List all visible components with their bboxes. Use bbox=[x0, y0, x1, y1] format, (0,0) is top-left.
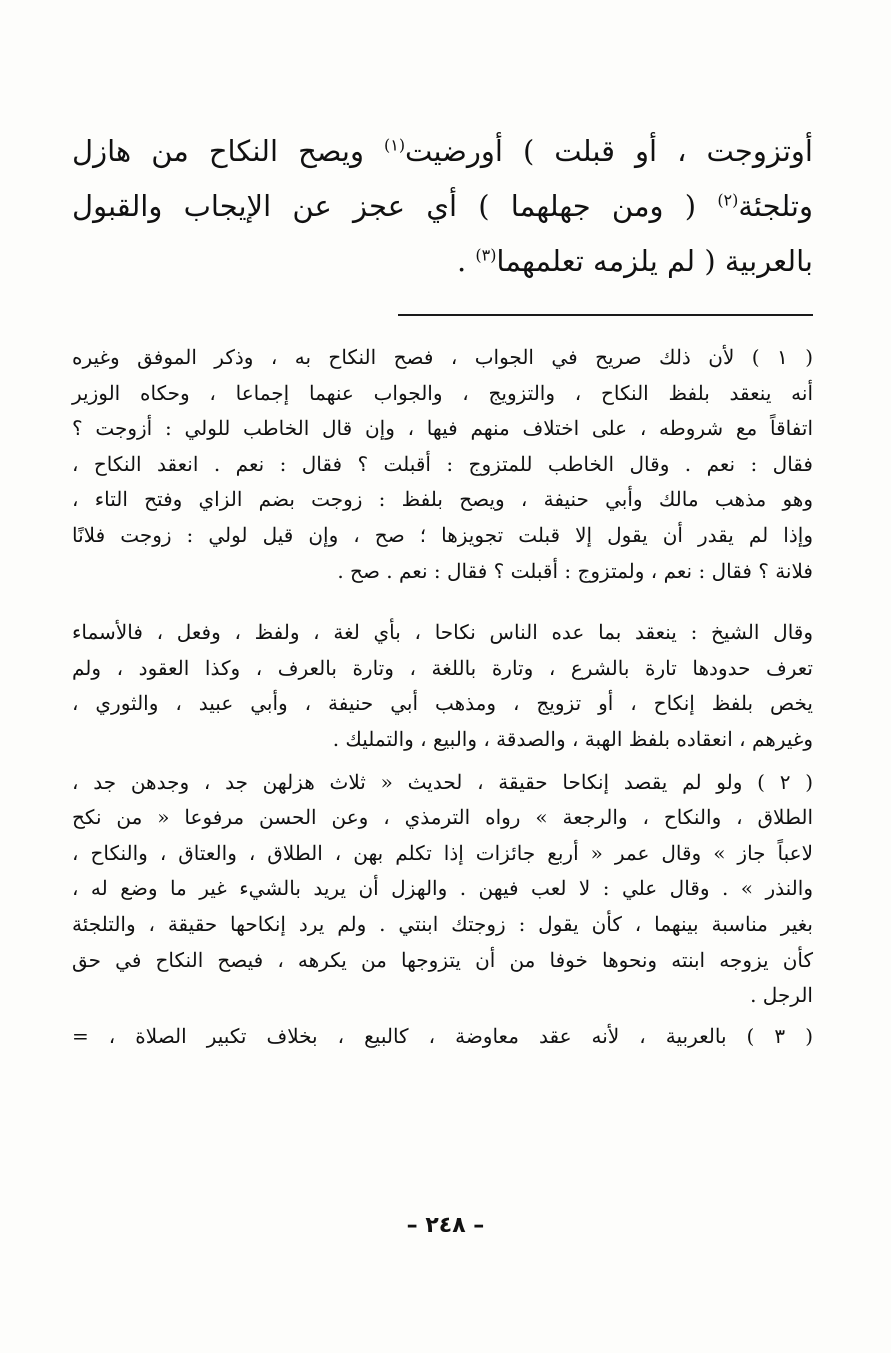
main-line-3 bbox=[72, 234, 813, 289]
footnote-line: تعرف حدودها تارة بالشرع ، وتارة باللغة ، وتارة بالعرف ، وكذا العقود ، ولم bbox=[72, 655, 813, 680]
footnote-line: يخص بلفظ إنكاح ، أو تزويج ، ومذهب أبي حنيفة ، وأبي عبيد ، والثوري ، bbox=[72, 691, 813, 716]
main-text bbox=[72, 124, 813, 289]
footnote-line: الرجل . bbox=[750, 983, 813, 1008]
footnote-line: فقال : نعم . وقال الخاطب للمتزوج : أقبلت ؟ فقال : نعم . انعقد النكاح ، bbox=[72, 451, 813, 476]
main-line-2 bbox=[72, 179, 813, 234]
footnote-line: وغيرهم ، انعقاده بلفظ الهبة ، والصدقة ، والبيع ، والتمليك . bbox=[332, 726, 813, 751]
main-line-2-text: وتلجئة bbox=[738, 189, 814, 223]
footnote-line: الطلاق ، والنكاح ، والرجعة » رواه الترمذي ، وعن الحسن مرفوعا « من نكح bbox=[72, 805, 813, 830]
footnote-line: ( ١ ) لأن ذلك صريح في الجواب ، فصح النكاح به ، وذكر الموفق وغيره bbox=[72, 345, 813, 369]
footnote-line: فلانة ؟ فقال : نعم ، ولمتزوج : أقبلت ؟ فقال : نعم . صح . bbox=[337, 558, 813, 583]
main-line-1 bbox=[72, 124, 813, 179]
footnote-line: كأن يزوجه ابنته ونحوها خوفا من أن يتزوجها من يكرهه ، فيصح النكاح في حق bbox=[72, 947, 814, 972]
main-line-2-tail: ( ومن جهلهما ) أي عجز عن الإيجاب والقبول bbox=[72, 189, 697, 223]
footnote-line: ( ٣ ) بالعربية ، لأنه عقد معاوضة ، كالبيع ، بخلاف تكبير الصلاة ، = bbox=[72, 1023, 813, 1048]
footnote-line: لاعباً جاز » وقال عمر « أربع جائزات إذا تكلم بهن ، الطلاق ، والعتاق ، والنكاح ، bbox=[72, 840, 813, 865]
footnote-line: وهو مذهب مالك وأبي حنيفة ، ويصح بلفظ : زوجت بضم الزاي وفتح التاء ، bbox=[72, 487, 813, 512]
footnote-2 bbox=[72, 765, 813, 1014]
page-number: – ٢٤٨ – bbox=[406, 1213, 485, 1238]
footnote-line: وقال الشيخ : ينعقد بما عده الناس نكاحا ، بأي لغة ، ولفظ ، وفعل ، فالأسماء bbox=[72, 620, 813, 645]
footnotes bbox=[72, 340, 813, 1054]
footnote-line: أنه ينعقد بلفظ النكاح ، والتزويج ، والجواب عنهما إجماعا ، وحكاه الوزير bbox=[72, 380, 813, 405]
main-line-3-tail: . bbox=[456, 244, 467, 278]
footnote-line: بغير مناسبة بينهما ، كأن يقول : زوجتك ابنتي . ولم يرد إنكاحها حقيقة ، والتلجئة bbox=[72, 911, 813, 936]
main-line-3-text: بالعربية ( لم يلزمه تعلمهما bbox=[496, 244, 813, 278]
footnote-1-continued bbox=[72, 615, 813, 757]
footnote-line: ( ٢ ) ولو لم يقصد إنكاحا حقيقة ، لحديث « ثلاث هزلهن جد ، وجدهن جد ، bbox=[72, 769, 813, 794]
main-line-1-tail: ويصح النكاح من هازل bbox=[72, 134, 365, 168]
footnote-ref-3: (٣) bbox=[475, 245, 497, 265]
footnote-line: اتفاقاً مع شروطه ، على اختلاف منهم فيها ، وإن قال الخاطب للولي : أزوجت ؟ bbox=[72, 416, 813, 441]
footnote-line: وإذا لم يقدر أن يقول إلا قبلت تجويزها ؛ صح ، وإن قيل لولي : زوجت فلانًا bbox=[72, 522, 813, 547]
footnote-3 bbox=[72, 1019, 813, 1055]
footnote-line: والنذر » . وقال علي : لا لعب فيهن . والهزل أن يريد بالشيء غير ما وضع له ، bbox=[72, 876, 813, 901]
footnote-ref-1: (١) bbox=[384, 135, 406, 155]
footnote-1 bbox=[72, 340, 813, 589]
footnote-ref-2: (٢) bbox=[717, 190, 739, 210]
main-line-1-text: أوتزوجت ، أو قبلت ) أورضيت bbox=[405, 134, 813, 168]
footnote-separator bbox=[398, 314, 813, 316]
